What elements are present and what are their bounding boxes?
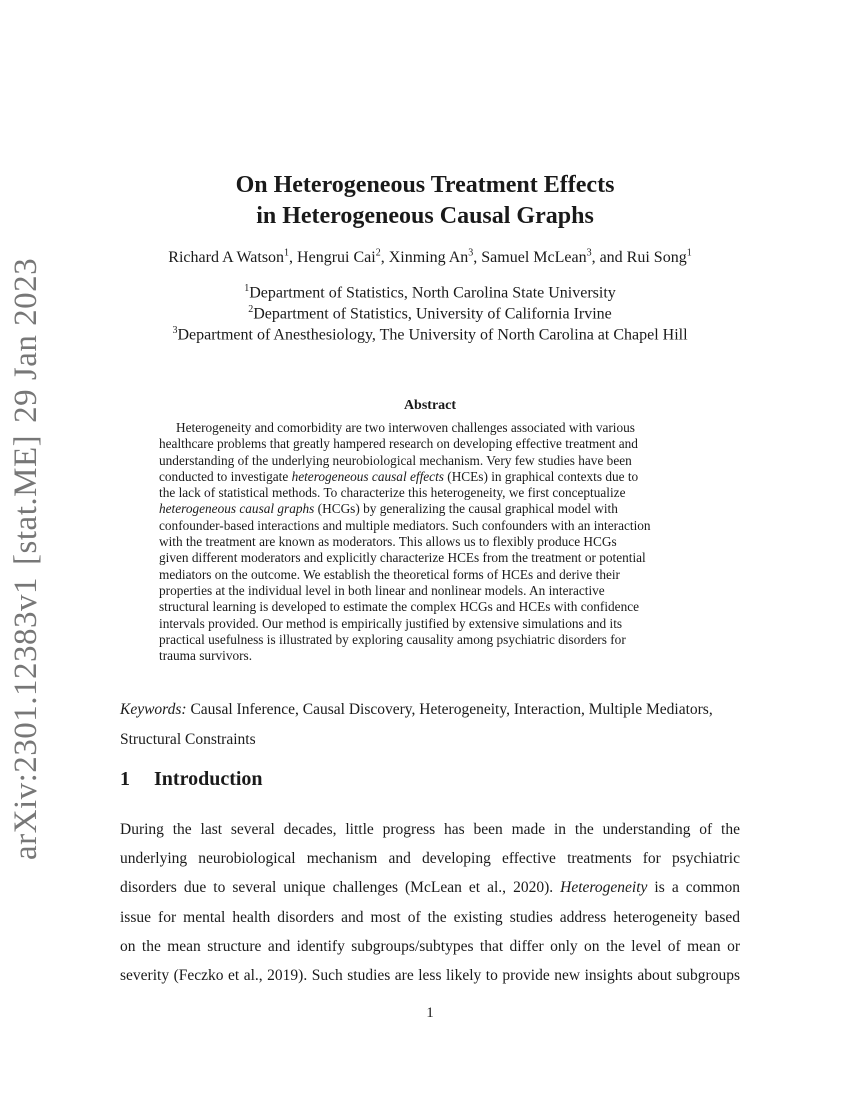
keywords-list: Causal Inference, Causal Discovery, Heterogeneity, Interaction, Multiple Mediators, Structural Constraints	[120, 701, 713, 748]
section-title: Introduction	[154, 768, 263, 790]
affiliation-3: $^3$Department of Anesthesiology, The University of North Carolina at Chapel Hill	[172, 325, 688, 344]
section-number: 1	[120, 768, 130, 790]
section-heading	[120, 768, 263, 791]
arxiv-id: arXiv:2301.12383v1	[8, 576, 44, 860]
abstract-body: Heterogeneity and comorbidity are two interwoven challenges associated with various healthcare problems that greatly hampered research on developing effective treatment and understanding of the underlying neurobiological mechanism. Very few studies have been conducted to investigate heterogeneous causal effects (HCEs) in graphical contexts due to the lack of statistical methods. To characterize this heterogeneity, we first conceptualize heterogeneous causal graphs (HCGs) by generalizing the causal graphical model with confounder-based interactions and multiple mediators. Such confounders with an interaction with the treatment are known as moderators. This allows us to flexibly produce HCGs given different moderators and explicitly characterize HCEs from the treatment or potential mediators on the outcome. We establish the theoretical forms of HCEs and derive their properties at the individual level in both linear and nonlinear models. An interactive structural learning is developed to estimate the complex HCGs and HCEs with confidence intervals provided. Our method is empirically justified by extensive simulations and its practical usefulness is illustrated by exploring causality among psychiatric disorders for trauma survivors.	[159, 420, 651, 664]
keywords-label: Keywords:	[120, 701, 187, 718]
introduction-paragraph: During the last several decades, little progress has been made in the understanding of the underlying neurobiological mechanism and developing effective treatments for psychiatric disorders due to several unique challenges (McLean et al., 2020). Heterogeneity is a common issue for mental health disorders and most of the existing studies address heterogeneity based on the mean structure and identify subgroups/subtypes that differ only on the level of mean or severity (Feczko et al., 2019). Such studies are less likely to provide new insights about subgroups	[120, 821, 740, 985]
abstract-heading: Abstract	[403, 398, 457, 413]
author: Rui Song$^1$	[626, 248, 692, 267]
author: Xinming An$^3$,	[388, 248, 482, 267]
author: Hengrui Cai$^2$,	[297, 248, 389, 267]
keywords	[120, 695, 740, 755]
author: Richard A Watson$^1$,	[168, 248, 298, 267]
author: Samuel McLean$^3$, and	[481, 248, 627, 267]
affiliation-1: $^1$Department of Statistics, North Carolina State University	[244, 283, 616, 302]
page-number: 1	[426, 1005, 434, 1021]
paper-title-line-2: in Heterogeneous Causal Graphs	[256, 203, 594, 229]
author-list	[0, 248, 850, 267]
affiliation-2: $^2$Department of Statistics, University of California Irvine	[248, 304, 612, 323]
arxiv-date: 29 Jan 2023	[8, 257, 44, 423]
paper-title-line-1: On Heterogeneous Treatment Effects	[235, 172, 615, 198]
arxiv-category: [stat.ME]	[8, 434, 44, 565]
